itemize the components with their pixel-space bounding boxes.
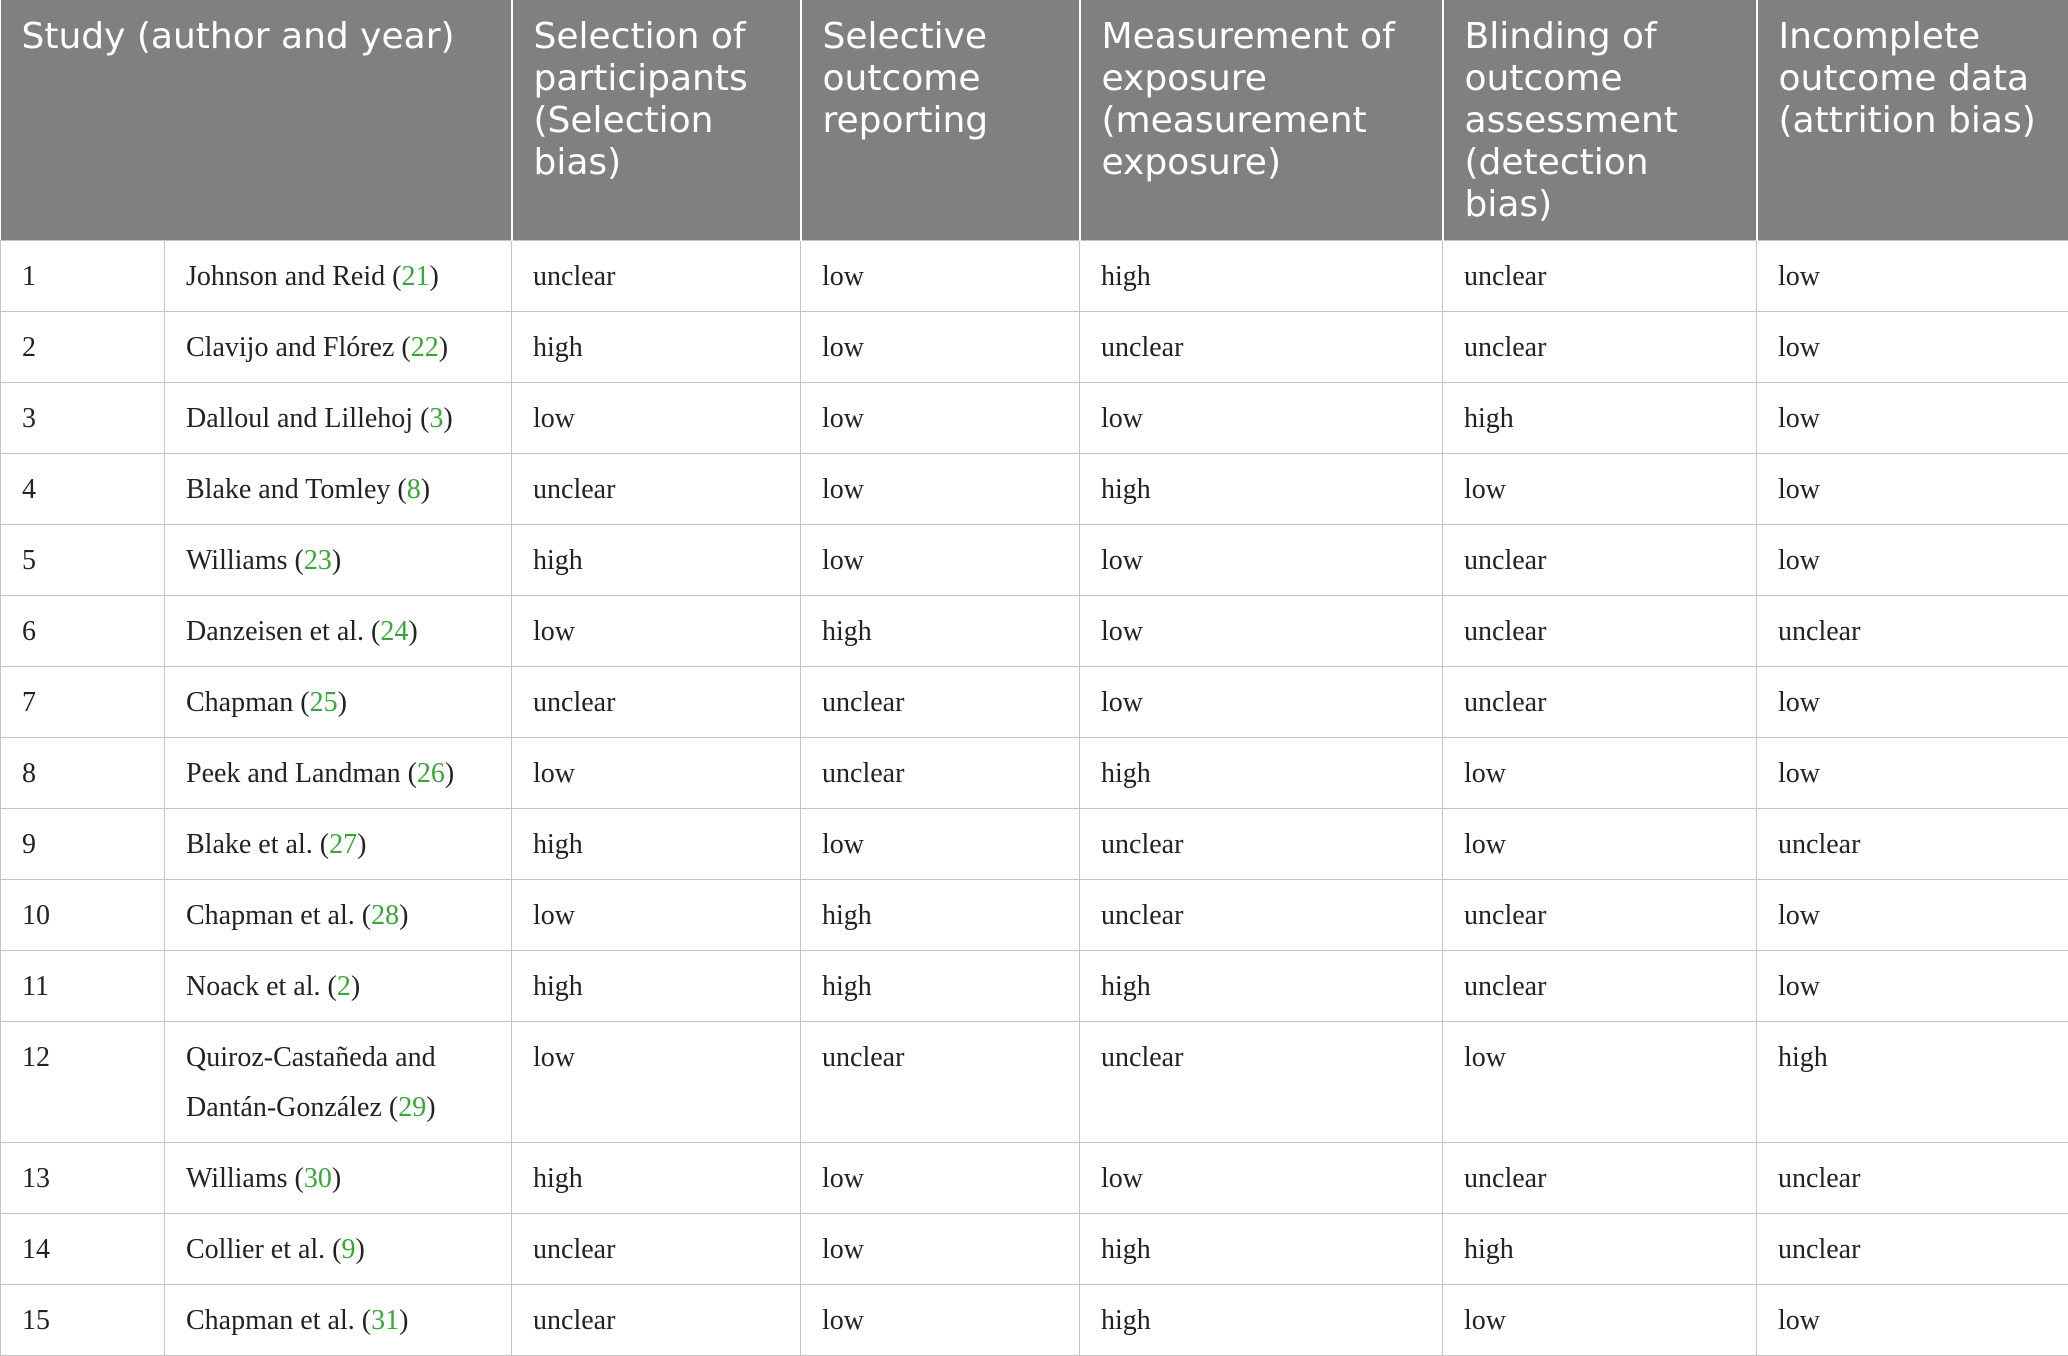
study-number: 12 xyxy=(1,1022,165,1143)
selective-reporting-cell: low xyxy=(801,809,1080,880)
study-author xyxy=(165,1214,512,1285)
reference-link[interactable]: 3 xyxy=(429,403,443,434)
paren-close: ) xyxy=(445,758,454,789)
incomplete-data-cell: low xyxy=(1757,738,2068,809)
header-blinding: Blinding of outcome assessment (detection bias) xyxy=(1443,0,1757,241)
incomplete-data-cell: low xyxy=(1757,951,2068,1022)
incomplete-data-cell: low xyxy=(1757,383,2068,454)
author-text: Dalloul and Lillehoj ( xyxy=(186,403,429,434)
paren-close: ) xyxy=(426,1092,435,1123)
paren-close: ) xyxy=(399,1305,408,1336)
selection-bias-cell: unclear xyxy=(512,241,801,312)
selective-reporting-cell: low xyxy=(801,1143,1080,1214)
paren-close: ) xyxy=(357,829,366,860)
author-text: Quiroz-Castañeda and Dantán-González ( xyxy=(186,1042,436,1123)
study-number: 2 xyxy=(1,312,165,383)
author-text: Johnson and Reid ( xyxy=(186,261,401,292)
reference-link[interactable]: 29 xyxy=(398,1092,426,1123)
header-incomplete-data: Incomplete outcome data (attrition bias) xyxy=(1757,0,2068,241)
selection-bias-cell: unclear xyxy=(512,454,801,525)
measurement-exposure-cell: low xyxy=(1080,667,1443,738)
selective-reporting-cell: low xyxy=(801,383,1080,454)
blinding-cell: unclear xyxy=(1443,525,1757,596)
header-measurement-exposure: Measurement of exposure (measurement exposure) xyxy=(1080,0,1443,241)
table-row xyxy=(1,667,2068,738)
paren-close: ) xyxy=(356,1234,365,1265)
selective-reporting-cell: unclear xyxy=(801,667,1080,738)
study-author xyxy=(165,596,512,667)
reference-link[interactable]: 21 xyxy=(401,261,429,292)
measurement-exposure-cell: unclear xyxy=(1080,1022,1443,1143)
blinding-cell: unclear xyxy=(1443,312,1757,383)
table-row xyxy=(1,738,2068,809)
study-number: 1 xyxy=(1,241,165,312)
paren-close: ) xyxy=(338,687,347,718)
study-author xyxy=(165,241,512,312)
reference-link[interactable]: 8 xyxy=(407,474,421,505)
selective-reporting-cell: high xyxy=(801,880,1080,951)
study-author xyxy=(165,383,512,454)
table-row xyxy=(1,880,2068,951)
selection-bias-cell: low xyxy=(512,1022,801,1143)
blinding-cell: high xyxy=(1443,1214,1757,1285)
paren-close: ) xyxy=(443,403,452,434)
incomplete-data-cell: high xyxy=(1757,1022,2068,1143)
selective-reporting-cell: low xyxy=(801,525,1080,596)
measurement-exposure-cell: low xyxy=(1080,383,1443,454)
study-author xyxy=(165,880,512,951)
paren-close: ) xyxy=(429,261,438,292)
table-row xyxy=(1,1214,2068,1285)
incomplete-data-cell: low xyxy=(1757,525,2068,596)
incomplete-data-cell: unclear xyxy=(1757,809,2068,880)
author-text: Blake and Tomley ( xyxy=(186,474,407,505)
table-row xyxy=(1,1022,2068,1143)
blinding-cell: high xyxy=(1443,383,1757,454)
measurement-exposure-cell: unclear xyxy=(1080,809,1443,880)
incomplete-data-cell: low xyxy=(1757,241,2068,312)
study-number: 15 xyxy=(1,1285,165,1356)
table-row xyxy=(1,1285,2068,1356)
blinding-cell: low xyxy=(1443,809,1757,880)
author-text: Clavijo and Flórez ( xyxy=(186,332,411,363)
incomplete-data-cell: low xyxy=(1757,1285,2068,1356)
measurement-exposure-cell: high xyxy=(1080,454,1443,525)
incomplete-data-cell: unclear xyxy=(1757,1214,2068,1285)
blinding-cell: unclear xyxy=(1443,1143,1757,1214)
study-number: 11 xyxy=(1,951,165,1022)
table-row xyxy=(1,454,2068,525)
blinding-cell: unclear xyxy=(1443,951,1757,1022)
measurement-exposure-cell: high xyxy=(1080,1214,1443,1285)
study-author xyxy=(165,1022,512,1143)
author-text: Williams ( xyxy=(186,545,304,576)
study-author xyxy=(165,809,512,880)
selection-bias-cell: low xyxy=(512,596,801,667)
study-number: 13 xyxy=(1,1143,165,1214)
selective-reporting-cell: unclear xyxy=(801,1022,1080,1143)
measurement-exposure-cell: high xyxy=(1080,241,1443,312)
selective-reporting-cell: low xyxy=(801,241,1080,312)
measurement-exposure-cell: high xyxy=(1080,738,1443,809)
measurement-exposure-cell: low xyxy=(1080,596,1443,667)
author-text: Chapman et al. ( xyxy=(186,1305,371,1336)
table-row xyxy=(1,383,2068,454)
study-number: 7 xyxy=(1,667,165,738)
paren-close: ) xyxy=(399,900,408,931)
incomplete-data-cell: unclear xyxy=(1757,1143,2068,1214)
reference-link[interactable]: 25 xyxy=(310,687,338,718)
reference-link[interactable]: 24 xyxy=(380,616,408,647)
table-row xyxy=(1,809,2068,880)
table-row xyxy=(1,1143,2068,1214)
author-text: Chapman et al. ( xyxy=(186,900,371,931)
blinding-cell: unclear xyxy=(1443,880,1757,951)
selection-bias-cell: high xyxy=(512,1143,801,1214)
author-text: Noack et al. ( xyxy=(186,971,337,1002)
reference-link[interactable]: 22 xyxy=(411,332,439,363)
selective-reporting-cell: low xyxy=(801,312,1080,383)
study-author xyxy=(165,1143,512,1214)
incomplete-data-cell: low xyxy=(1757,312,2068,383)
table-row xyxy=(1,951,2068,1022)
table-row xyxy=(1,312,2068,383)
paren-close: ) xyxy=(332,1163,341,1194)
selective-reporting-cell: high xyxy=(801,951,1080,1022)
header-selection-bias: Selection of participants (Selection bias) xyxy=(512,0,801,241)
reference-link[interactable]: 26 xyxy=(417,758,445,789)
selective-reporting-cell: high xyxy=(801,596,1080,667)
measurement-exposure-cell: unclear xyxy=(1080,312,1443,383)
paren-close: ) xyxy=(439,332,448,363)
reference-link[interactable]: 27 xyxy=(329,829,357,860)
selective-reporting-cell: low xyxy=(801,454,1080,525)
study-author xyxy=(165,312,512,383)
incomplete-data-cell: low xyxy=(1757,667,2068,738)
blinding-cell: unclear xyxy=(1443,596,1757,667)
selection-bias-cell: high xyxy=(512,525,801,596)
table-row xyxy=(1,596,2068,667)
blinding-cell: unclear xyxy=(1443,667,1757,738)
paren-close: ) xyxy=(332,545,341,576)
selection-bias-cell: unclear xyxy=(512,1285,801,1356)
table-row xyxy=(1,241,2068,312)
study-author xyxy=(165,667,512,738)
reference-link[interactable]: 9 xyxy=(342,1234,356,1265)
selection-bias-cell: high xyxy=(512,312,801,383)
study-number: 5 xyxy=(1,525,165,596)
author-text: Danzeisen et al. ( xyxy=(186,616,380,647)
selection-bias-cell: low xyxy=(512,383,801,454)
reference-link[interactable]: 23 xyxy=(304,545,332,576)
selection-bias-cell: unclear xyxy=(512,1214,801,1285)
author-text: Blake et al. ( xyxy=(186,829,329,860)
author-text: Peek and Landman ( xyxy=(186,758,417,789)
measurement-exposure-cell: high xyxy=(1080,1285,1443,1356)
header-selective-reporting: Selective outcome reporting xyxy=(801,0,1080,241)
blinding-cell: unclear xyxy=(1443,241,1757,312)
header-study: Study (author and year) xyxy=(1,0,512,241)
study-author xyxy=(165,1285,512,1356)
blinding-cell: low xyxy=(1443,738,1757,809)
selective-reporting-cell: unclear xyxy=(801,738,1080,809)
incomplete-data-cell: unclear xyxy=(1757,596,2068,667)
reference-link[interactable]: 28 xyxy=(371,900,399,931)
author-text: Collier et al. ( xyxy=(186,1234,342,1265)
study-number: 6 xyxy=(1,596,165,667)
study-number: 10 xyxy=(1,880,165,951)
table-row xyxy=(1,525,2068,596)
study-number: 8 xyxy=(1,738,165,809)
study-author xyxy=(165,454,512,525)
selection-bias-cell: high xyxy=(512,809,801,880)
reference-link[interactable]: 2 xyxy=(337,971,351,1002)
reference-link[interactable]: 30 xyxy=(304,1163,332,1194)
study-author xyxy=(165,951,512,1022)
incomplete-data-cell: low xyxy=(1757,880,2068,951)
study-number: 4 xyxy=(1,454,165,525)
reference-link[interactable]: 31 xyxy=(371,1305,399,1336)
blinding-cell: low xyxy=(1443,454,1757,525)
paren-close: ) xyxy=(351,971,360,1002)
study-number: 9 xyxy=(1,809,165,880)
measurement-exposure-cell: high xyxy=(1080,951,1443,1022)
author-text: Chapman ( xyxy=(186,687,310,718)
study-author xyxy=(165,738,512,809)
header-row xyxy=(1,0,2068,241)
selection-bias-cell: unclear xyxy=(512,667,801,738)
blinding-cell: low xyxy=(1443,1285,1757,1356)
paren-close: ) xyxy=(421,474,430,505)
selection-bias-cell: low xyxy=(512,738,801,809)
incomplete-data-cell: low xyxy=(1757,454,2068,525)
study-author xyxy=(165,525,512,596)
selection-bias-cell: low xyxy=(512,880,801,951)
blinding-cell: low xyxy=(1443,1022,1757,1143)
selective-reporting-cell: low xyxy=(801,1214,1080,1285)
study-number: 14 xyxy=(1,1214,165,1285)
measurement-exposure-cell: low xyxy=(1080,1143,1443,1214)
selective-reporting-cell: low xyxy=(801,1285,1080,1356)
author-text: Williams ( xyxy=(186,1163,304,1194)
measurement-exposure-cell: unclear xyxy=(1080,880,1443,951)
measurement-exposure-cell: low xyxy=(1080,525,1443,596)
study-number: 3 xyxy=(1,383,165,454)
selection-bias-cell: high xyxy=(512,951,801,1022)
paren-close: ) xyxy=(408,616,417,647)
